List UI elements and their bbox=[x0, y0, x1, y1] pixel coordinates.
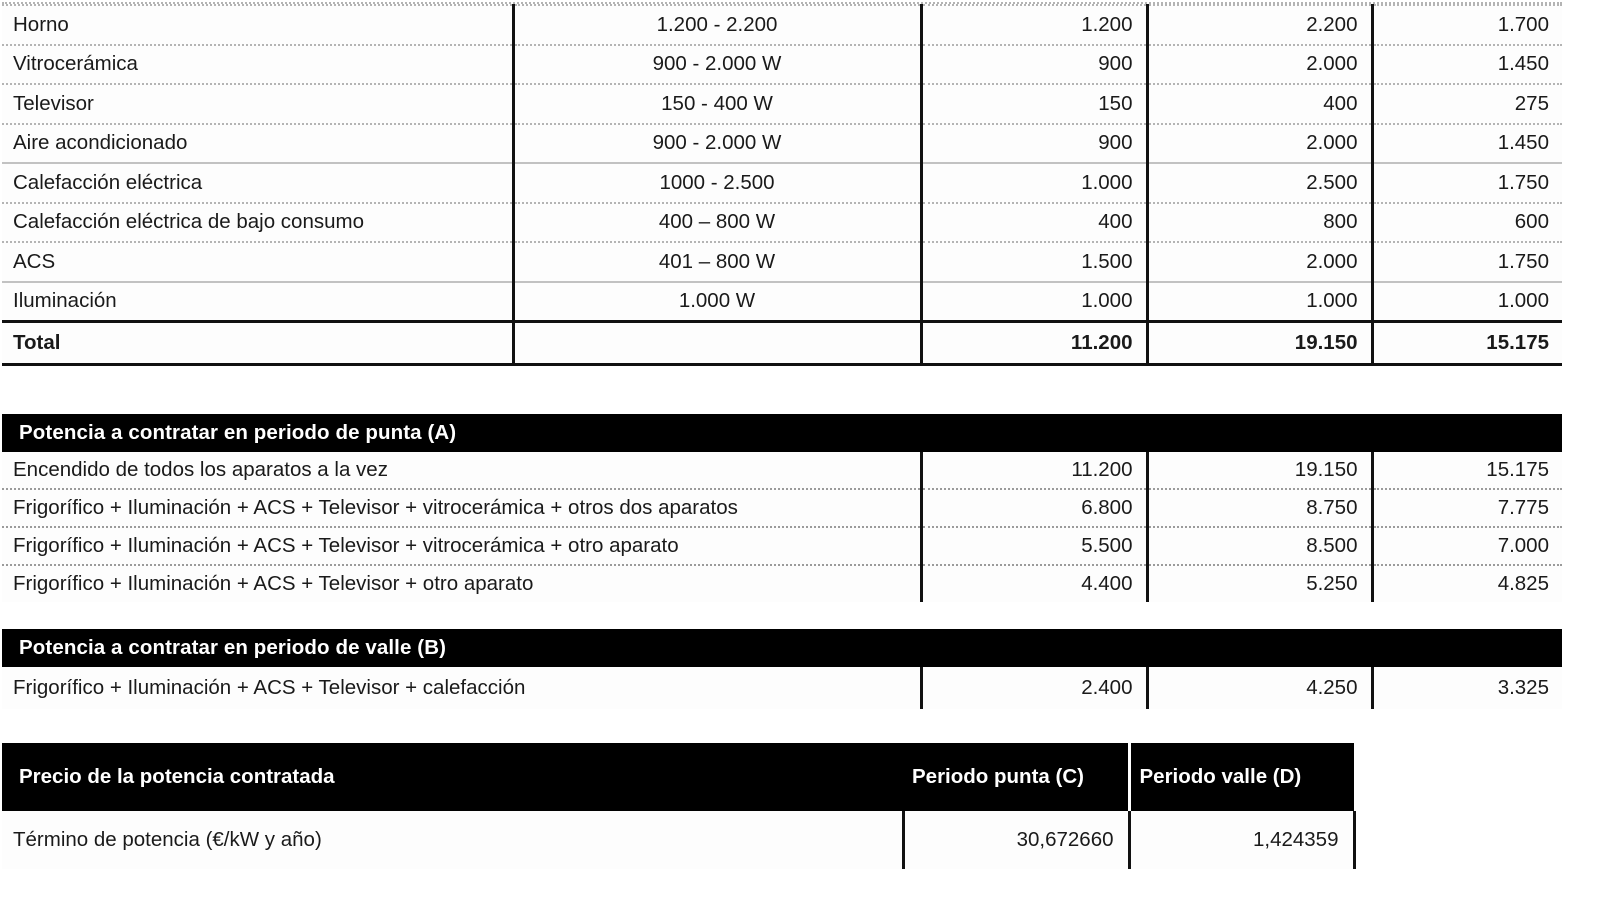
precio-valle-value: 1,424359 bbox=[1129, 811, 1354, 869]
punta-min: 11.200 bbox=[921, 452, 1147, 489]
appliance-range: 400 – 800 W bbox=[513, 203, 921, 243]
appliance-max: 2.200 bbox=[1147, 5, 1372, 45]
punta-section bbox=[0, 414, 1600, 602]
valle-description: Frigorífico + Iluminación + ACS + Televisor + calefacción bbox=[2, 667, 921, 709]
table-row bbox=[2, 489, 1562, 527]
appliance-name: Horno bbox=[2, 5, 513, 45]
valle-section bbox=[0, 629, 1600, 709]
appliance-range: 1.200 - 2.200 bbox=[513, 5, 921, 45]
table-row bbox=[2, 452, 1562, 489]
punta-description: Frigorífico + Iluminación + ACS + Televisor + vitrocerámica + otros dos aparatos bbox=[2, 489, 921, 527]
punta-min: 4.400 bbox=[921, 565, 1147, 602]
appliance-min: 150 bbox=[921, 84, 1147, 124]
punta-max: 8.500 bbox=[1147, 527, 1372, 565]
appliance-max: 2.500 bbox=[1147, 163, 1372, 203]
punta-med: 4.825 bbox=[1372, 565, 1562, 602]
punta-section-header: Potencia a contratar en periodo de punta (A) bbox=[2, 414, 1562, 452]
spacer bbox=[0, 709, 1600, 743]
appliance-range: 150 - 400 W bbox=[513, 84, 921, 124]
appliance-min: 1.000 bbox=[921, 163, 1147, 203]
appliance-min: 400 bbox=[921, 203, 1147, 243]
table-row bbox=[2, 5, 1562, 45]
appliance-max: 2.000 bbox=[1147, 242, 1372, 282]
appliance-med: 600 bbox=[1372, 203, 1562, 243]
appliance-total-row bbox=[2, 321, 1562, 364]
appliance-range: 900 - 2.000 W bbox=[513, 124, 921, 164]
appliance-max: 400 bbox=[1147, 84, 1372, 124]
precio-potencia-table bbox=[2, 743, 1356, 869]
appliance-range: 401 – 800 W bbox=[513, 242, 921, 282]
precio-row-label: Término de potencia (€/kW y año) bbox=[2, 811, 903, 869]
table-row bbox=[2, 811, 1354, 869]
punta-min: 6.800 bbox=[921, 489, 1147, 527]
appliance-name: ACS bbox=[2, 242, 513, 282]
appliance-min: 900 bbox=[921, 124, 1147, 164]
precio-header-row bbox=[2, 743, 1354, 811]
appliance-max: 800 bbox=[1147, 203, 1372, 243]
appliance-max: 1.000 bbox=[1147, 282, 1372, 322]
appliance-min: 1.000 bbox=[921, 282, 1147, 322]
table-row bbox=[2, 282, 1562, 322]
appliance-min: 1.200 bbox=[921, 5, 1147, 45]
appliance-med: 1.450 bbox=[1372, 124, 1562, 164]
appliance-med: 1.750 bbox=[1372, 163, 1562, 203]
appliance-min: 900 bbox=[921, 45, 1147, 85]
appliance-med: 1.750 bbox=[1372, 242, 1562, 282]
appliance-range: 1.000 W bbox=[513, 282, 921, 322]
valle-min: 2.400 bbox=[921, 667, 1147, 709]
punta-med: 15.175 bbox=[1372, 452, 1562, 489]
punta-power-table bbox=[2, 452, 1562, 602]
punta-max: 19.150 bbox=[1147, 452, 1372, 489]
table-row bbox=[2, 565, 1562, 602]
valle-power-table bbox=[2, 667, 1562, 709]
appliance-name: Calefacción eléctrica de bajo consumo bbox=[2, 203, 513, 243]
table-row bbox=[2, 163, 1562, 203]
precio-table-head bbox=[2, 743, 1354, 811]
appliance-name: Iluminación bbox=[2, 282, 513, 322]
table-row bbox=[2, 203, 1562, 243]
appliance-table-body bbox=[2, 5, 1562, 364]
appliance-med: 275 bbox=[1372, 84, 1562, 124]
precio-punta-value: 30,672660 bbox=[903, 811, 1129, 869]
precio-header-label: Precio de la potencia contratada bbox=[2, 743, 903, 811]
appliance-range: 1000 - 2.500 bbox=[513, 163, 921, 203]
appliance-name: Aire acondicionado bbox=[2, 124, 513, 164]
appliance-range: 900 - 2.000 W bbox=[513, 45, 921, 85]
appliance-name: Vitrocerámica bbox=[2, 45, 513, 85]
appliance-name: Televisor bbox=[2, 84, 513, 124]
total-max: 19.150 bbox=[1147, 321, 1372, 364]
punta-max: 5.250 bbox=[1147, 565, 1372, 602]
appliance-power-table bbox=[2, 4, 1562, 366]
appliance-med: 1.000 bbox=[1372, 282, 1562, 322]
punta-med: 7.000 bbox=[1372, 527, 1562, 565]
punta-description: Encendido de todos los aparatos a la vez bbox=[2, 452, 921, 489]
valle-max: 4.250 bbox=[1147, 667, 1372, 709]
appliance-name: Calefacción eléctrica bbox=[2, 163, 513, 203]
appliance-max: 2.000 bbox=[1147, 45, 1372, 85]
table-row bbox=[2, 242, 1562, 282]
punta-min: 5.500 bbox=[921, 527, 1147, 565]
table-row bbox=[2, 527, 1562, 565]
appliance-med: 1.700 bbox=[1372, 5, 1562, 45]
valle-table-body bbox=[2, 667, 1562, 709]
punta-med: 7.775 bbox=[1372, 489, 1562, 527]
total-label: Total bbox=[2, 321, 513, 364]
spacer bbox=[0, 602, 1600, 629]
table-row bbox=[2, 667, 1562, 709]
punta-description: Frigorífico + Iluminación + ACS + Televisor + vitrocerámica + otro aparato bbox=[2, 527, 921, 565]
total-range bbox=[513, 321, 921, 364]
punta-table-body bbox=[2, 452, 1562, 602]
precio-header-valle: Periodo valle (D) bbox=[1129, 743, 1354, 811]
precio-table-body bbox=[2, 811, 1354, 869]
punta-description: Frigorífico + Iluminación + ACS + Televisor + otro aparato bbox=[2, 565, 921, 602]
appliance-max: 2.000 bbox=[1147, 124, 1372, 164]
valle-med: 3.325 bbox=[1372, 667, 1562, 709]
valle-section-header: Potencia a contratar en periodo de valle (B) bbox=[2, 629, 1562, 667]
table-row bbox=[2, 84, 1562, 124]
table-row bbox=[2, 45, 1562, 85]
punta-max: 8.750 bbox=[1147, 489, 1372, 527]
appliance-min: 1.500 bbox=[921, 242, 1147, 282]
appliance-med: 1.450 bbox=[1372, 45, 1562, 85]
total-min: 11.200 bbox=[921, 321, 1147, 364]
spacer bbox=[0, 366, 1600, 414]
total-med: 15.175 bbox=[1372, 321, 1562, 364]
precio-header-punta: Periodo punta (C) bbox=[903, 743, 1129, 811]
table-row bbox=[2, 124, 1562, 164]
